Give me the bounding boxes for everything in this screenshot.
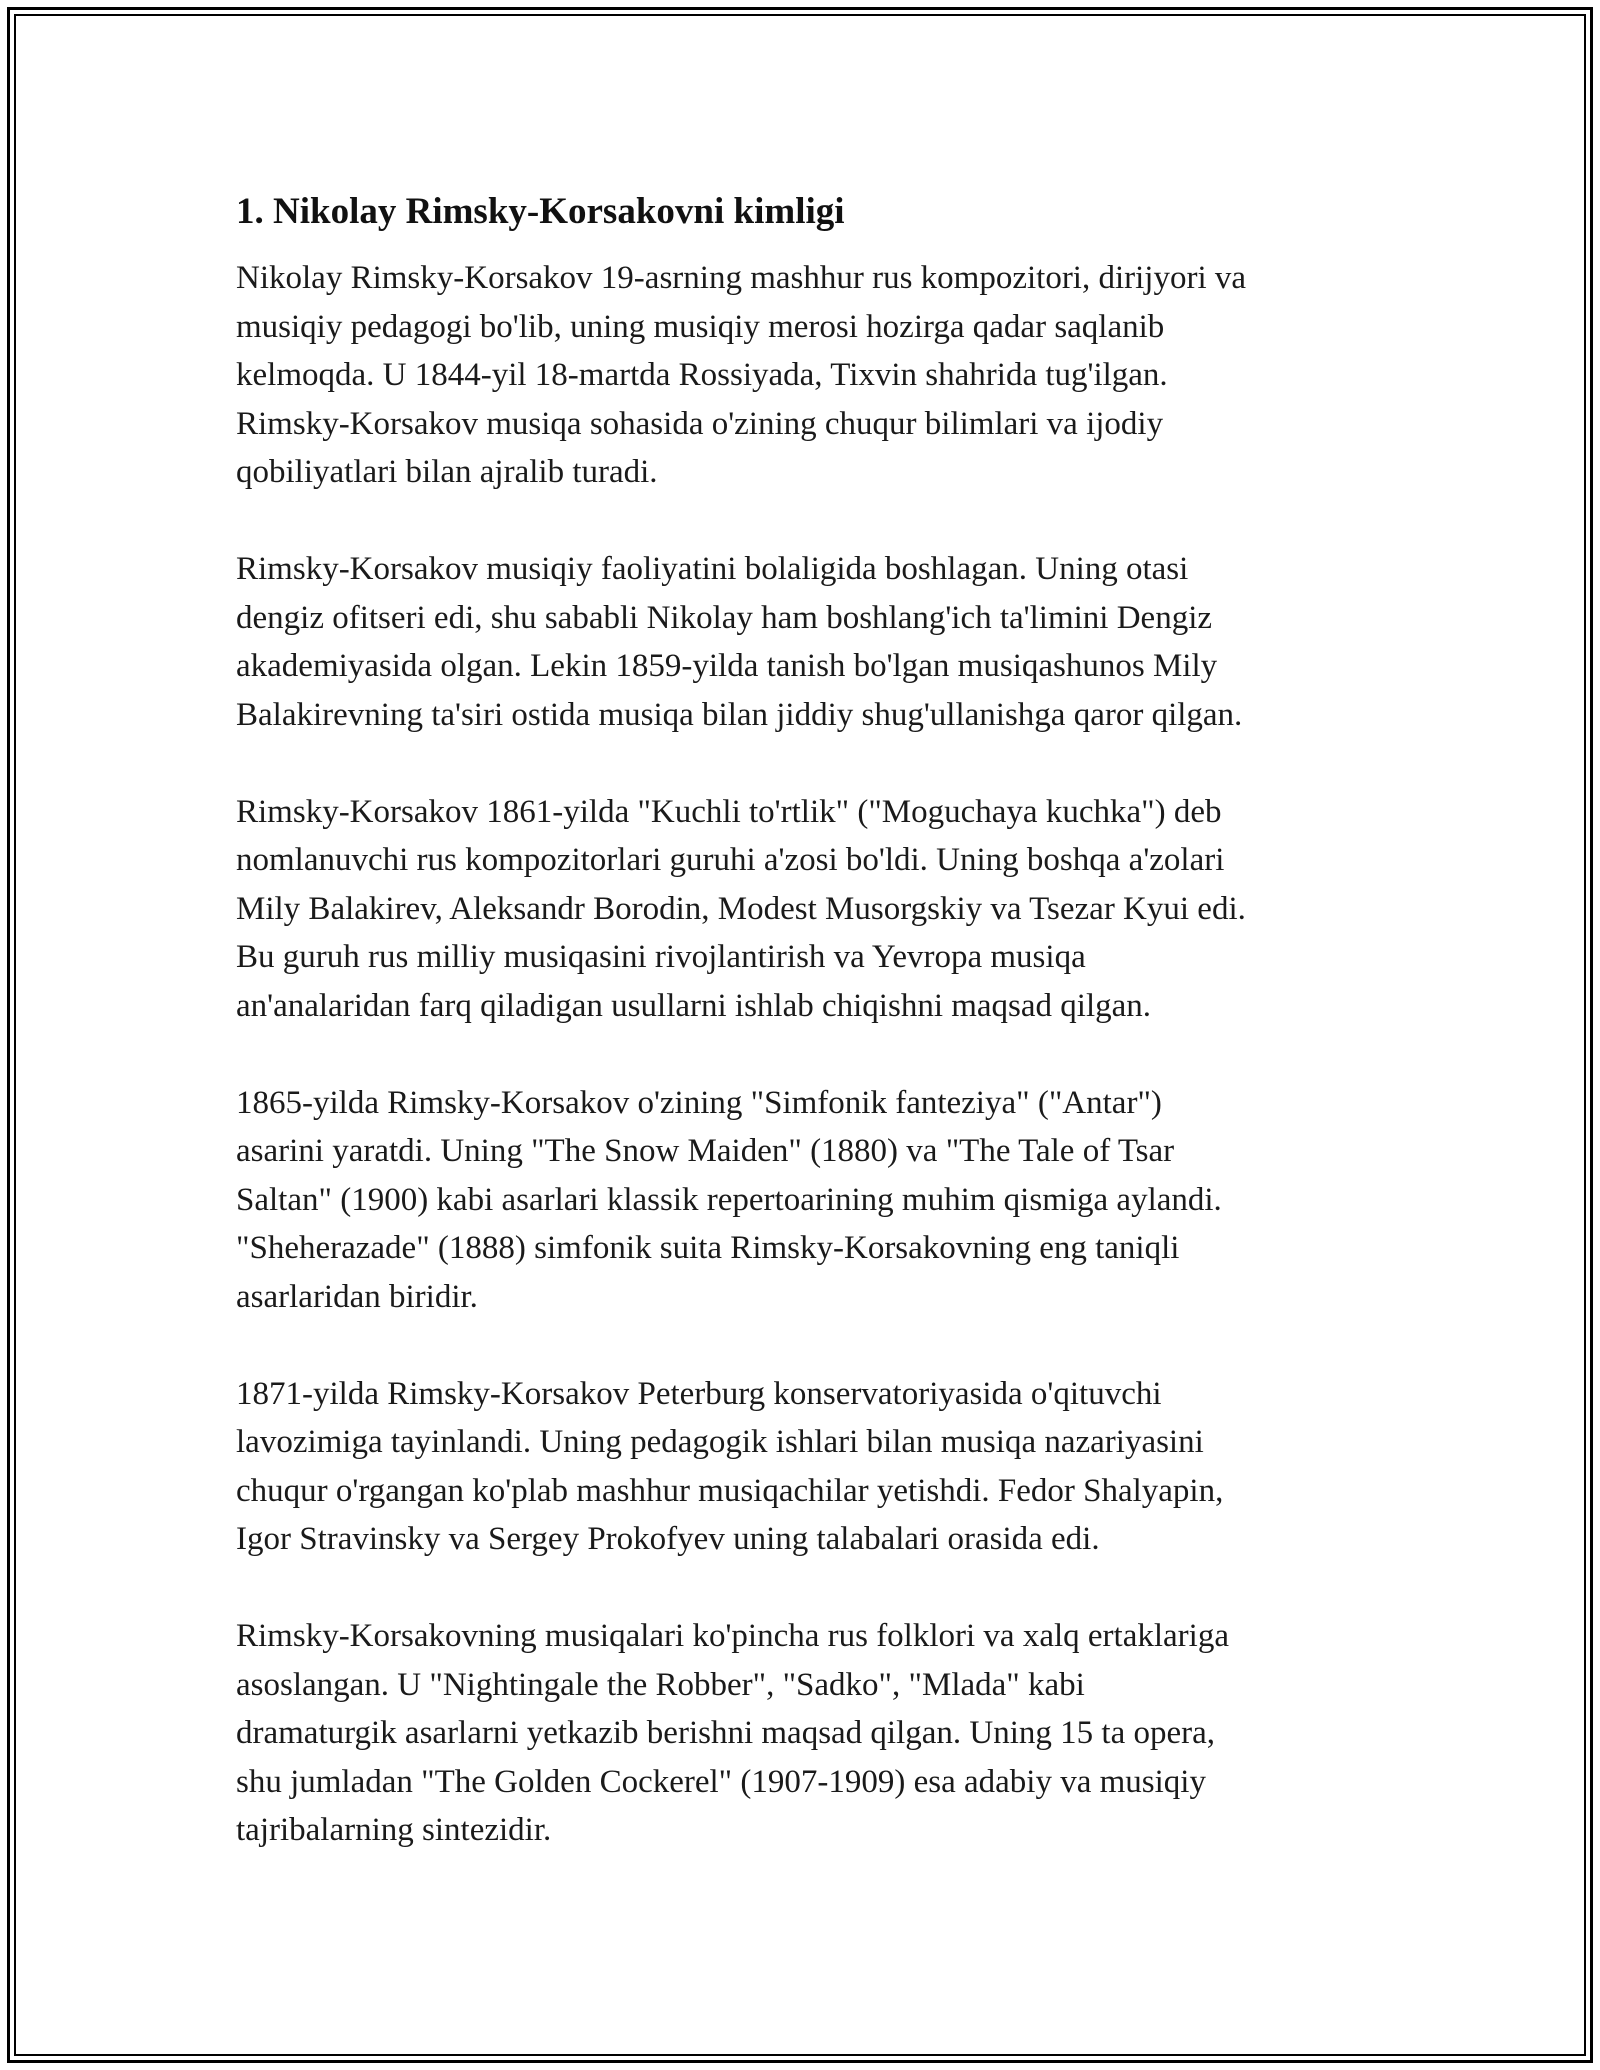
document-body: [236, 188, 1386, 1903]
section-heading: 1. Nikolay Rimsky-Korsakovni kimligi: [236, 191, 845, 232]
paragraph-1: Nikolay Rimsky-Korsakov 19-asrning mashhur rus kompozitori, dirijyori va musiqiy pedagogi bo'lib, uning musiqiy merosi hozirga qadar saqlanib kelmoqda. U 1844-yil 18-martda Rossiyada, Tixvin shahrida tug'ilgan. Rimsky-Korsakov musiqa sohasida o'zining chuqur bilimlari va ijodiy qobiliyatlari bilan ajralib turadi.: [236, 260, 1247, 490]
paragraph-5: 1871-yilda Rimsky-Korsakov Peterburg konservatoriyasida o'qituvchi lavozimiga tayinlandi. Uning pedagogik ishlari bilan musiqa nazariyasini chuqur o'rgangan ko'plab mashhur musiqachilar yetishdi. Fedor Shalyapin, Igor Stravinsky va Sergey Prokofyev uning talabalari orasida edi.: [236, 1375, 1224, 1557]
paragraph-3: Rimsky-Korsakov 1861-yilda "Kuchli to'rtlik" ("Moguchaya kuchka") deb nomlanuvchi rus kompozitorlari guruhi a'zosi bo'ldi. Uning boshqa a'zolari Mily Balakirev, Aleksandr Borodin, Modest Musorgskiy va Tsezar Kyui edi. Bu guruh rus milliy musiqasini rivojlantirish va Yevropa musiqa an'analaridan farq qiladigan usullarni ishlab chiqishni maqsad qilgan.: [236, 793, 1246, 1024]
paragraph-2: Rimsky-Korsakov musiqiy faoliyatini bolaligida boshlagan. Uning otasi dengiz ofitseri edi, shu sababli Nikolay ham boshlang'ich ta'limini Dengiz akademiyasida olgan. Lekin 1859-yilda tanish bo'lgan musiqashunos Mily Balakirevning ta'siri ostida musiqa bilan jiddiy shug'ullanishga qaror qilgan.: [236, 551, 1243, 733]
paragraph-4: 1865-yilda Rimsky-Korsakov o'zining "Simfonik fanteziya" ("Antar") asarini yaratdi. Uning "The Snow Maiden" (1880) va "The Tale of Tsar Saltan" (1900) kabi asarlari klassik repertoarining muhim qismiga aylandi. "Sheherazade" (1888) simfonik suita Rimsky-Korsakovning eng taniqli asarlaridan biridir.: [236, 1084, 1222, 1315]
paragraph-6: Rimsky-Korsakovning musiqalari ko'pincha rus folklori va xalq ertaklariga asoslangan. U "Nightingale the Robber", "Sadko", "Mlada" kabi dramaturgik asarlarni yetkazib berishni maqsad qilgan. Uning 15 ta opera, shu jumladan "The Golden Cockerel" (1907-1909) esa adabiy va musiqiy tajribalarning sintezidir.: [236, 1618, 1229, 1848]
